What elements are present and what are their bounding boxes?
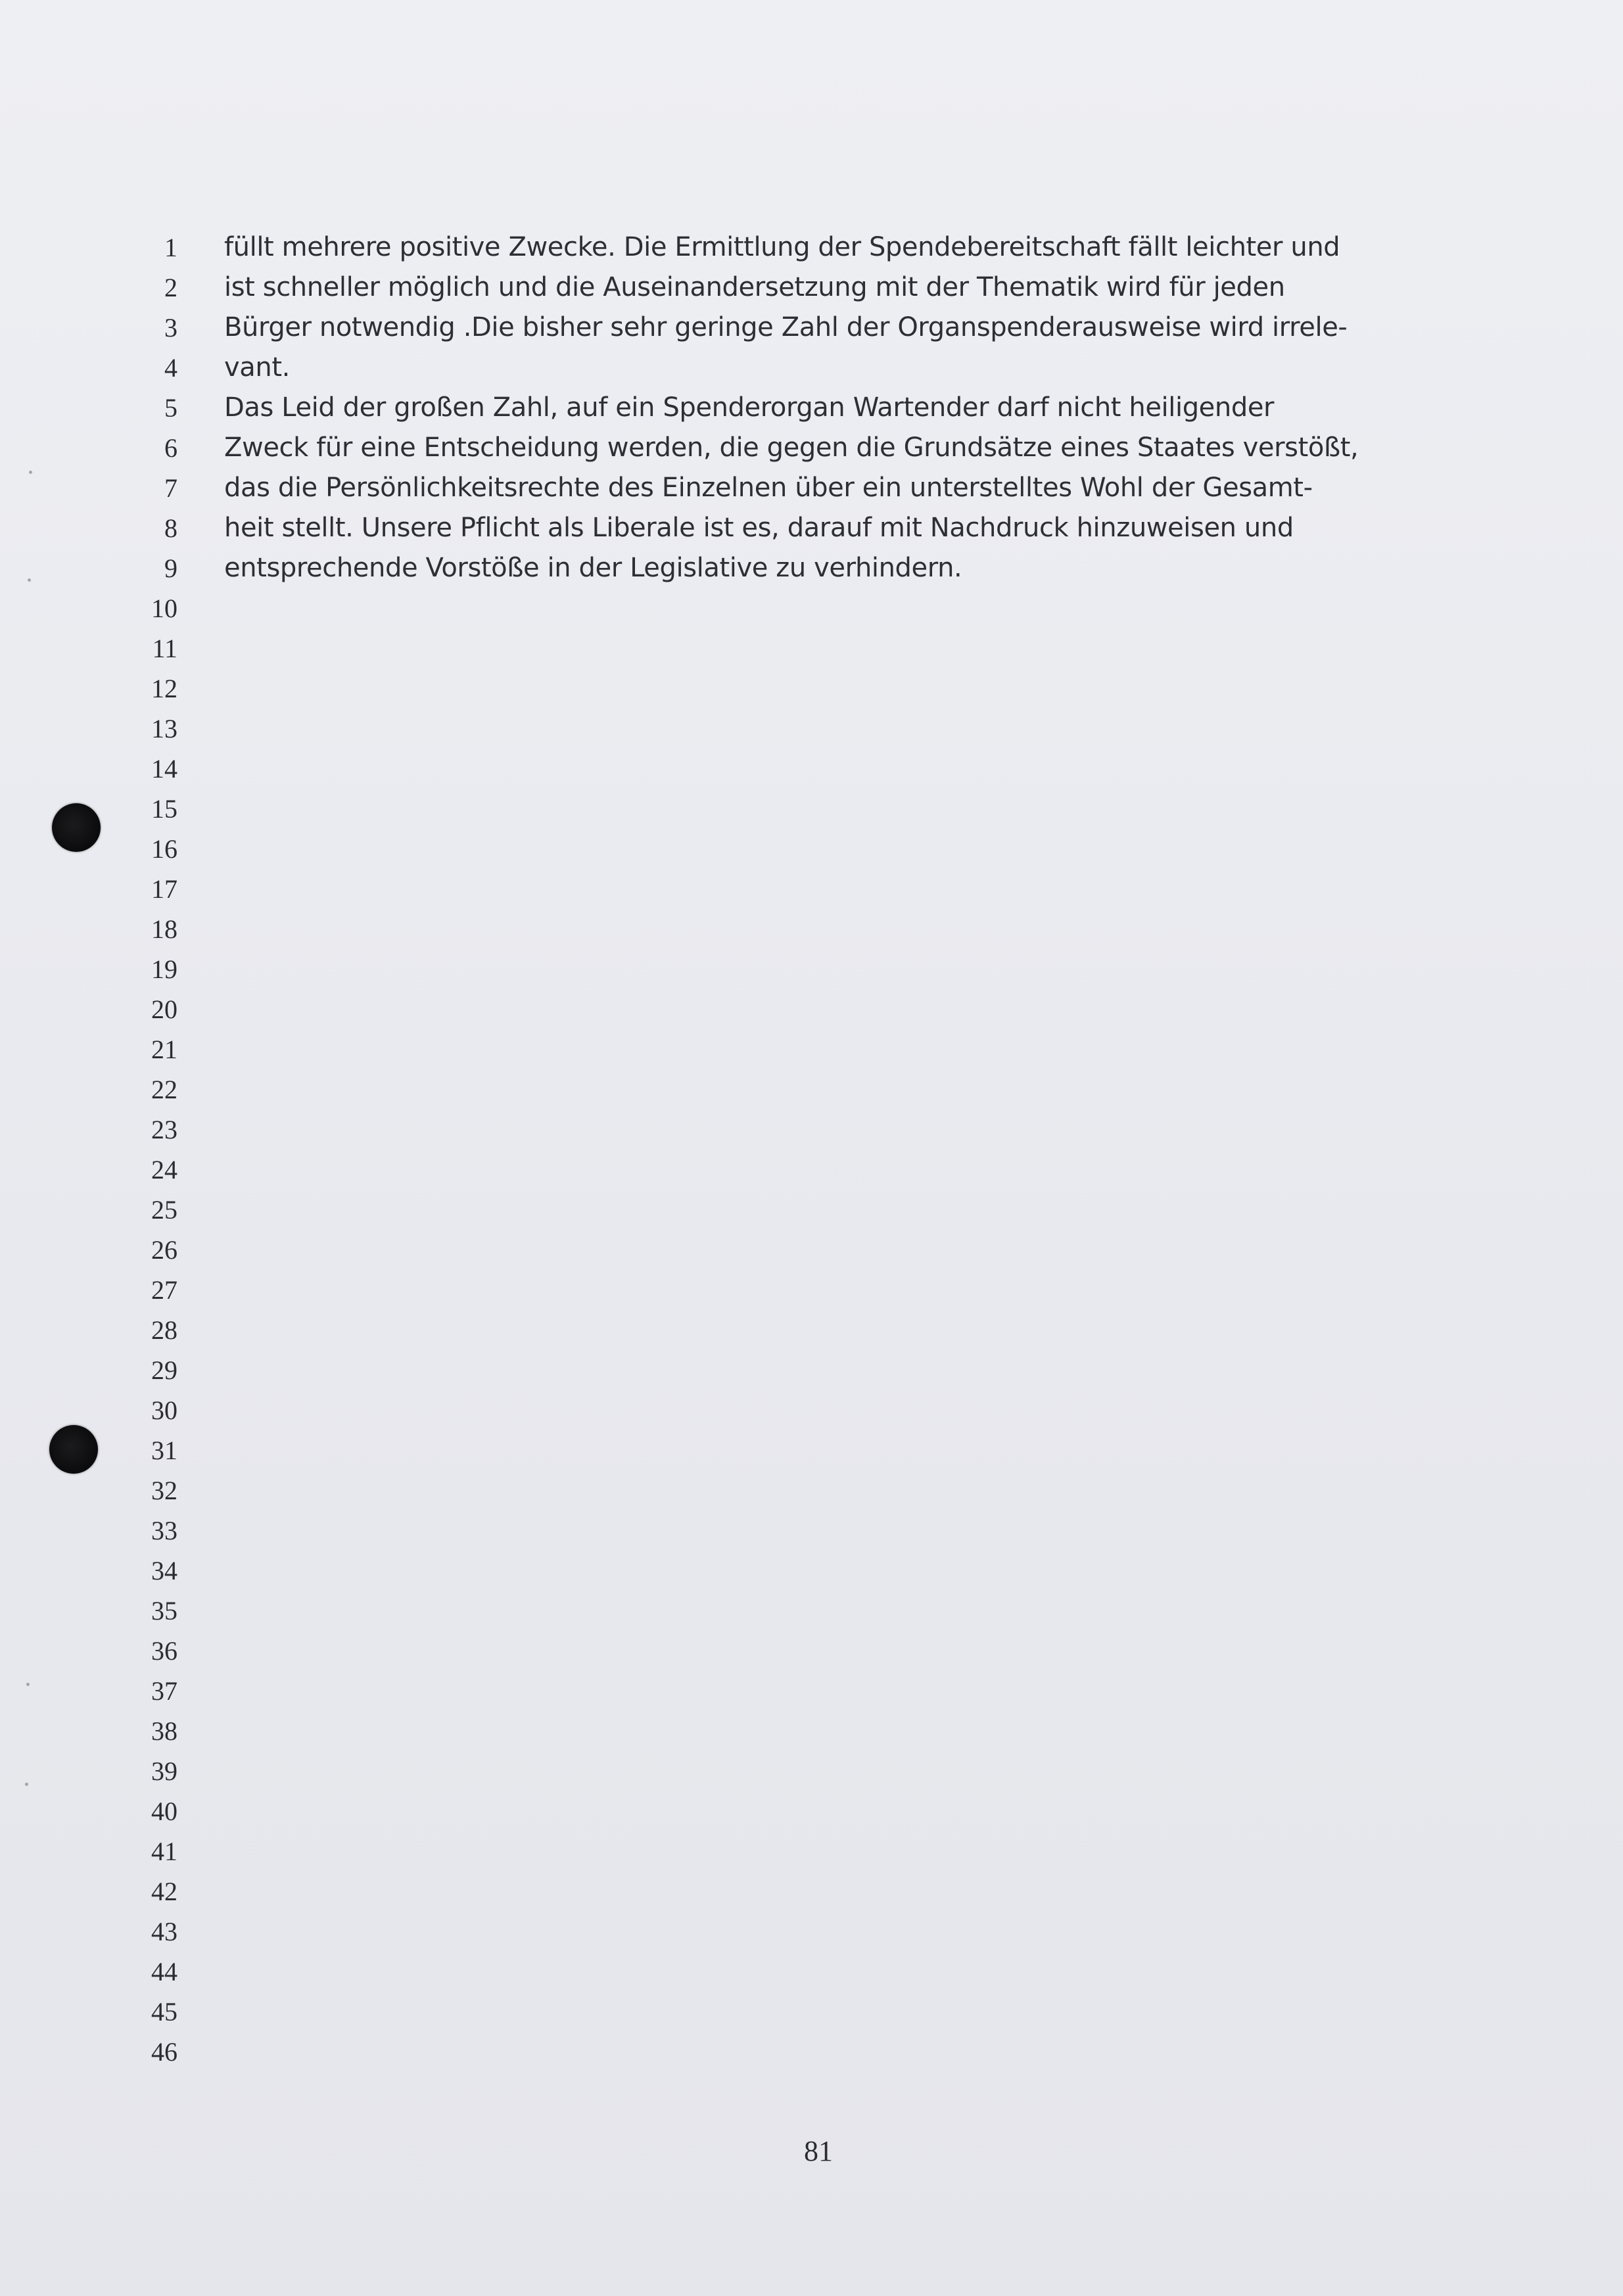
text-line: ist schneller möglich und die Auseinandersetzung mit der Thematik wird für jeden [224, 272, 1285, 302]
line-number: 10 [151, 594, 177, 623]
line-number: 14 [151, 754, 177, 784]
text-line: heit stellt. Unsere Pflicht als Liberale ist es, darauf mit Nachdruck hinzuweisen und [224, 513, 1294, 543]
text-line: vant. [224, 352, 290, 383]
line-number: 29 [151, 1355, 177, 1385]
line-number: 7 [164, 473, 177, 503]
line-number-column [99, 227, 177, 2072]
line-number: 45 [151, 1997, 177, 2027]
line-number: 23 [151, 1115, 177, 1144]
body-text [224, 227, 1434, 588]
line-number: 27 [151, 1275, 177, 1305]
text-line: das die Persönlichkeitsrechte des Einzelnen über ein unterstelltes Wohl der Gesamt- [224, 473, 1313, 503]
scan-speck [29, 471, 32, 474]
line-number: 32 [151, 1476, 177, 1505]
line-number: 21 [151, 1035, 177, 1064]
line-number: 28 [151, 1315, 177, 1345]
punch-hole [49, 1425, 98, 1474]
line-number: 40 [151, 1796, 177, 1826]
line-number: 31 [151, 1436, 177, 1465]
line-number: 18 [151, 914, 177, 944]
text-line: Bürger notwendig .Die bisher sehr geringe Zahl der Organspenderausweise wird irrele- [224, 312, 1348, 342]
line-number: 2 [164, 273, 177, 302]
line-number: 9 [164, 553, 177, 583]
line-number: 24 [151, 1155, 177, 1184]
line-number: 43 [151, 1917, 177, 1946]
line-number: 41 [151, 1837, 177, 1866]
line-number: 17 [151, 874, 177, 904]
line-number: 46 [151, 2037, 177, 2067]
line-number: 38 [151, 1716, 177, 1746]
line-number: 25 [151, 1195, 177, 1225]
line-number: 5 [164, 393, 177, 423]
line-number: 33 [151, 1516, 177, 1545]
line-number: 4 [164, 353, 177, 383]
line-number: 12 [151, 674, 177, 703]
text-line: füllt mehrere positive Zwecke. Die Ermittlung der Spendebereitschaft fällt leichter und [224, 232, 1340, 262]
line-number: 11 [152, 634, 177, 663]
text-line: entsprechende Vorstöße in der Legislative zu verhindern. [224, 553, 962, 583]
scan-speck [28, 578, 31, 582]
line-number: 35 [151, 1596, 177, 1626]
line-number: 37 [151, 1676, 177, 1706]
punch-hole [52, 803, 101, 852]
line-number: 6 [164, 433, 177, 463]
line-number: 34 [151, 1556, 177, 1585]
line-number: 19 [151, 954, 177, 984]
line-number: 36 [151, 1636, 177, 1666]
line-number: 44 [151, 1957, 177, 1986]
page-number: 81 [804, 2135, 833, 2167]
line-number: 3 [164, 313, 177, 342]
line-number: 16 [151, 834, 177, 864]
line-number: 8 [164, 513, 177, 543]
line-number: 26 [151, 1235, 177, 1265]
text-line: Zweck für eine Entscheidung werden, die gegen die Grundsätze eines Staates verstößt, [224, 433, 1359, 463]
scan-speck [25, 1783, 28, 1786]
scan-speck [26, 1683, 30, 1686]
line-number: 20 [151, 995, 177, 1024]
line-number: 30 [151, 1395, 177, 1425]
line-number: 39 [151, 1756, 177, 1786]
line-number: 15 [151, 794, 177, 824]
line-number: 22 [151, 1075, 177, 1104]
line-number: 13 [151, 714, 177, 743]
line-number: 1 [164, 233, 177, 262]
line-number: 42 [151, 1877, 177, 1906]
text-line: Das Leid der großen Zahl, auf ein Spenderorgan Wartender darf nicht heiligender [224, 392, 1275, 423]
